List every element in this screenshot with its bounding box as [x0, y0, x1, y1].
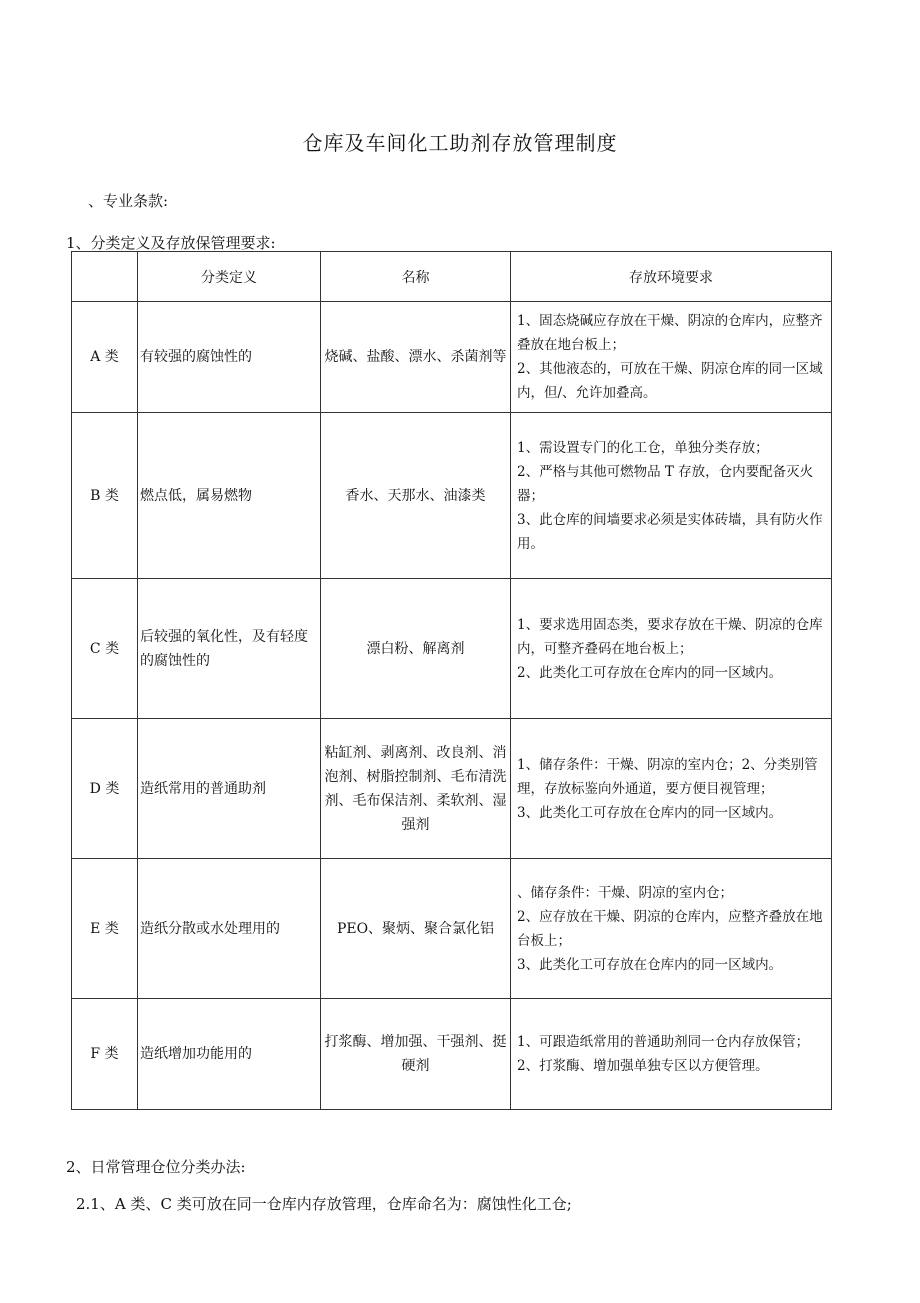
definition-cell: 造纸常用的普通助剂	[138, 719, 321, 859]
classification-table	[71, 251, 832, 1110]
class-cell: D 类	[72, 719, 138, 859]
requirement-line: 1、需设置专门的化工仓，单独分类存放；	[517, 439, 769, 456]
table-row	[72, 579, 832, 719]
definition-cell: 有较强的腐蚀性的	[138, 302, 321, 413]
definition-cell: 造纸增加功能用的	[138, 999, 321, 1110]
class-cell: C 类	[72, 579, 138, 719]
requirement-line: 2、打浆酶、增加强单独专区以方便管理。	[517, 1058, 769, 1074]
name-cell: 烧碱、盐酸、漂水、杀菌剂等	[321, 302, 511, 413]
section-heading-classification: 1、分类定义及存放保管理要求:	[66, 234, 276, 252]
header-blank	[72, 252, 138, 302]
header-requirements: 存放环境要求	[511, 252, 832, 302]
requirement-line: 2、应存放在干燥、阴凉的仓库内，应整齐叠放在地台板上；	[517, 908, 823, 949]
requirements-cell	[511, 999, 832, 1110]
requirements-cell	[511, 413, 832, 579]
class-cell: A 类	[72, 302, 138, 413]
class-cell: E 类	[72, 859, 138, 999]
requirements-cell	[511, 579, 832, 719]
definition-cell: 燃点低，属易燃物	[138, 413, 321, 579]
requirement-line: 、储存条件：干燥、阴凉的室内仓；	[517, 884, 733, 901]
requirement-line: 1、可跟造纸常用的普通助剂同一仓内存放保管；	[517, 1034, 810, 1050]
header-name: 名称	[321, 252, 511, 302]
requirement-line: 3、此类化工可存放在仓库内的同一区域内。	[517, 956, 783, 973]
name-cell: PEO、聚炳、聚合氯化铝	[321, 859, 511, 999]
table-header-row	[72, 252, 832, 302]
clause-2-1: 2.1、A 类、C 类可放在同一仓库内存放管理，仓库命名为：腐蚀性化工仓;	[76, 1195, 572, 1213]
section-heading-daily-management: 2、日常管理仓位分类办法:	[66, 1158, 246, 1176]
requirement-line: 1、固态烧碱应存放在干燥、阴凉的仓库内，应整齐叠放在地台板上；	[517, 313, 823, 353]
name-cell: 漂白粉、解离剂	[321, 579, 511, 719]
table-row	[72, 302, 832, 413]
table-row	[72, 413, 832, 579]
class-cell: B 类	[72, 413, 138, 579]
requirements-cell	[511, 859, 832, 999]
requirement-line: 3、此仓库的间墙要求必须是实体砖墙，具有防火作用。	[517, 511, 823, 552]
requirement-line: 2、其他液态的，可放在干燥、阴凉仓库的同一区域内，但/、允许加叠高。	[517, 361, 823, 401]
requirement-line: 2、此类化工可存放在仓库内的同一区域内。	[517, 664, 783, 681]
requirements-cell	[511, 302, 832, 413]
name-cell: 打浆酶、增加强、干强剂、挺硬剂	[321, 999, 511, 1110]
requirement-line: 2、严格与其他可燃物品 T 存放，仓内要配备灭火器；	[517, 463, 814, 504]
page-title: 仓库及车间化工助剂存放管理制度	[302, 131, 618, 155]
definition-cell: 后较强的氧化性，及有轻度的腐蚀性的	[138, 579, 321, 719]
definition-cell: 造纸分散或水处理用的	[138, 859, 321, 999]
table-row	[72, 999, 832, 1110]
requirements-cell	[511, 719, 832, 859]
class-cell: F 类	[72, 999, 138, 1110]
name-cell: 香水、天那水、油漆类	[321, 413, 511, 579]
name-cell: 粘缸剂、剥离剂、改良剂、消泡剂、树脂控制剂、毛布清洗剂、毛布保洁剂、柔软剂、湿强剂	[321, 719, 511, 859]
requirement-line: 1、储存条件：干燥、阴凉的室内仓；2、分类别管理，存放标鉴向外通道，要方便目视管理；	[517, 756, 818, 797]
header-definition: 分类定义	[138, 252, 321, 302]
table-row	[72, 719, 832, 859]
section-heading-terms: 、专业条款:	[88, 192, 169, 210]
requirement-line: 1、要求选用固态类，要求存放在干燥、阴凉的仓库内，可整齐叠码在地台板上；	[517, 616, 823, 657]
requirement-line: 3、此类化工可存放在仓库内的同一区域内。	[517, 804, 783, 821]
table-row	[72, 859, 832, 999]
